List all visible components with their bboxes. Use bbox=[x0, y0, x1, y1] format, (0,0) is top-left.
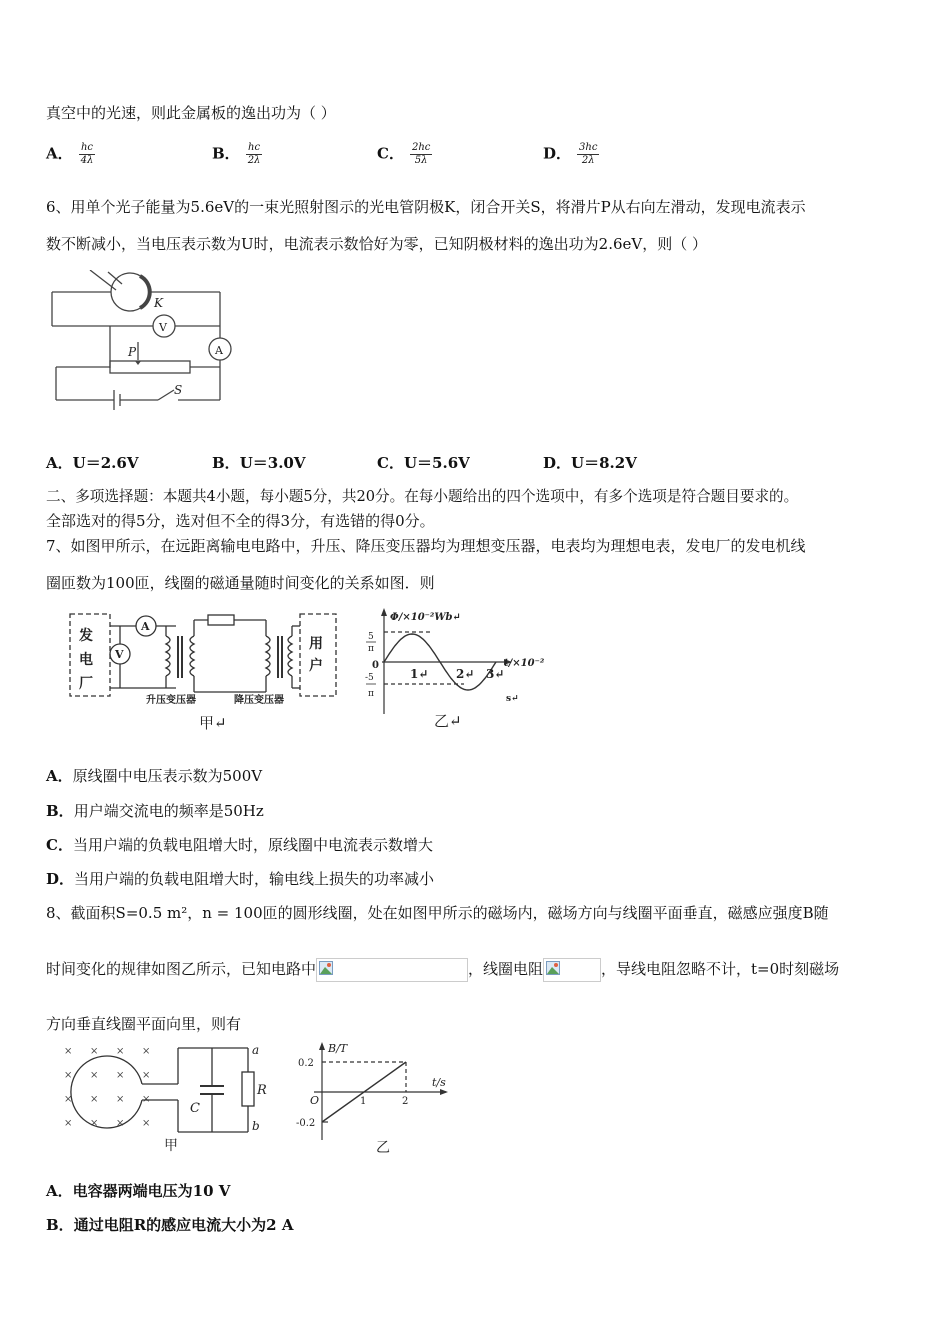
broken-image-icon bbox=[319, 961, 333, 975]
section2-heading-line1: 二、多项选择题：本题共4小题，每小题5分，共20分。在每小题给出的四个选项中，有多个选项是符合题目要求的。 bbox=[46, 488, 799, 505]
figure-caption-jia: 甲↵ bbox=[199, 714, 227, 732]
svg-text:×: × bbox=[142, 1118, 151, 1129]
q8-stem-line1: 8、截面积S=0.5 m²，n = 100匝的圆形线圈，处在如图甲所示的磁场内，磁场方向与线圈平面垂直，磁感应强度B随 bbox=[46, 904, 829, 922]
q7-figure-yi-flux-graph bbox=[360, 604, 560, 732]
q6-option-b[interactable]: B．U＝3.0V bbox=[212, 454, 306, 472]
q5-option-c[interactable]: C． $\frac{2hc}{5\lambda}$ bbox=[377, 142, 431, 166]
q8-option-a[interactable]: A．电容器两端电压为10 V bbox=[46, 1182, 231, 1200]
figure-caption-jia: 甲 bbox=[164, 1138, 178, 1154]
svg-text:×: × bbox=[64, 1046, 73, 1057]
svg-text:×: × bbox=[90, 1046, 99, 1057]
magnetic-field-crosses bbox=[64, 1046, 150, 1129]
q7-option-b[interactable]: B．用户端交流电的频率是50Hz bbox=[46, 802, 264, 820]
q6-stem-line1: 6、用单个光子能量为5.6eV的一束光照射图示的光电管阴极K，闭合开关S，将滑片P从右向左滑动，发现电流表示 bbox=[46, 198, 806, 216]
figure-caption-yi: 乙 bbox=[376, 1140, 390, 1156]
q7-option-a[interactable]: A．原线圈中电压表示数为500V bbox=[46, 767, 263, 785]
user-label-1: 用 bbox=[309, 636, 323, 652]
y-axis-label: B/T bbox=[328, 1042, 348, 1055]
switch-label: S bbox=[174, 383, 183, 397]
q7-stem-line1: 7、如图甲所示，在远距离输电电路中，升压、降压变压器均为理想变压器，电表均为理想电表，发电厂的发电机线 bbox=[46, 537, 806, 555]
q6-stem-line2: 数不断减小，当电压表示数为U时，电流表示数恰好为零，已知阴极材料的逸出功为2.6eV，则（ ） bbox=[46, 235, 707, 253]
broken-image-icon bbox=[546, 961, 560, 975]
terminal-b: b bbox=[252, 1119, 260, 1133]
svg-text:×: × bbox=[116, 1046, 125, 1057]
q8-figure-jia bbox=[60, 1042, 275, 1157]
capacitor-label: C bbox=[190, 1101, 200, 1116]
x-tick-2: 2 bbox=[402, 1096, 409, 1107]
q6-option-c[interactable]: C．U＝5.6V bbox=[377, 454, 470, 472]
x-tick-1: 1↵ bbox=[410, 667, 429, 681]
svg-text:×: × bbox=[64, 1094, 73, 1105]
svg-text:×: × bbox=[116, 1070, 125, 1081]
q5-option-a[interactable]: A． $\frac{hc}{4\lambda}$ bbox=[46, 142, 94, 166]
q8-stem-line2: 时间变化的规律如图乙所示，已知电路中 ，线圈电阻 ，导线电阻忽略不计，t=0时刻磁场 bbox=[46, 958, 839, 982]
svg-text:×: × bbox=[90, 1094, 99, 1105]
section2-heading-line2: 全部选对的得5分，选对但不全的得3分，有选错的得0分。 bbox=[46, 512, 435, 530]
x-tick-1: 1 bbox=[360, 1096, 367, 1107]
svg-text:×: × bbox=[142, 1094, 151, 1105]
q5-option-b[interactable]: B． $\frac{hc}{2\lambda}$ bbox=[212, 142, 261, 166]
y-axis-label: Φ/×10⁻²Wb↵ bbox=[390, 612, 461, 623]
q6-photocell-circuit-figure bbox=[50, 270, 240, 415]
generator-label-1: 发 bbox=[79, 628, 93, 644]
voltmeter-symbol: V bbox=[159, 321, 167, 334]
q8-stem-line3: 方向垂直线圈平面向里，则有 bbox=[46, 1015, 242, 1033]
q6-option-d[interactable]: D．U＝8.2V bbox=[543, 454, 637, 472]
svg-text:×: × bbox=[90, 1070, 99, 1081]
x-axis-label: t/s bbox=[432, 1076, 446, 1089]
origin-label: 0 bbox=[372, 660, 379, 671]
ammeter-symbol: A bbox=[141, 620, 150, 633]
q5-stem-tail: 真空中的光速，则此金属板的逸出功为（ ） bbox=[46, 104, 336, 122]
cathode-label: K bbox=[154, 296, 163, 310]
svg-text:×: × bbox=[64, 1070, 73, 1081]
svg-text:×: × bbox=[116, 1094, 125, 1105]
y-tick-bottom-den: π bbox=[368, 689, 374, 699]
svg-text:×: × bbox=[142, 1046, 151, 1057]
y-tick-bottom-num: -5 bbox=[365, 673, 374, 683]
generator-label-2: 电 bbox=[79, 652, 93, 668]
q7-stem-line2: 圈匝数为100匝，线圈的磁通量随时间变化的关系如图．则 bbox=[46, 574, 435, 592]
slider-label: P bbox=[128, 345, 137, 359]
q8-figure-yi-b-t-graph bbox=[296, 1040, 456, 1160]
voltmeter-symbol: V bbox=[115, 648, 124, 661]
q6-options bbox=[46, 452, 906, 472]
ammeter-symbol: A bbox=[215, 344, 223, 357]
user-label-2: 户 bbox=[309, 658, 323, 674]
q7-option-d[interactable]: D．当用户端的负载电阻增大时，输电线上损失的功率减小 bbox=[46, 870, 435, 888]
generator-label-3: 厂 bbox=[79, 676, 93, 692]
terminal-a: a bbox=[252, 1043, 260, 1057]
origin-label: O bbox=[310, 1094, 320, 1107]
q5-option-d[interactable]: D． $\frac{3hc}{2\lambda}$ bbox=[543, 142, 598, 166]
q6-option-a[interactable]: A．U＝2.6V bbox=[46, 454, 139, 472]
q7-figure-jia bbox=[66, 606, 346, 736]
q8-option-b[interactable]: B．通过电阻R的感应电流大小为2 A bbox=[46, 1216, 294, 1234]
x-axis-label: t/×10⁻² bbox=[504, 658, 545, 669]
svg-text:×: × bbox=[142, 1070, 151, 1081]
x-axis-unit: s↵ bbox=[506, 694, 519, 704]
step-down-transformer-label: 降压变压器 bbox=[234, 695, 284, 706]
svg-text:×: × bbox=[116, 1118, 125, 1129]
svg-text:×: × bbox=[64, 1118, 73, 1129]
q7-option-c[interactable]: C．当用户端的负载电阻增大时，原线圈中电流表示数增大 bbox=[46, 836, 433, 854]
figure-caption-yi: 乙↵ bbox=[434, 712, 462, 730]
y-tick-top-den: π bbox=[368, 644, 374, 654]
broken-image-coil-resistance bbox=[543, 958, 601, 982]
y-tick-bottom: -0.2 bbox=[296, 1118, 316, 1129]
broken-image-capacitance bbox=[316, 958, 468, 982]
step-up-transformer-label: 升压变压器 bbox=[146, 695, 196, 706]
y-tick-top-num: 5 bbox=[368, 632, 374, 642]
x-tick-3: 3↵ bbox=[486, 667, 505, 681]
x-tick-2: 2↵ bbox=[456, 667, 475, 681]
resistor-label: R bbox=[257, 1083, 267, 1098]
q5-options bbox=[46, 142, 906, 174]
svg-text:×: × bbox=[90, 1118, 99, 1129]
y-tick-top: 0.2 bbox=[298, 1058, 314, 1069]
